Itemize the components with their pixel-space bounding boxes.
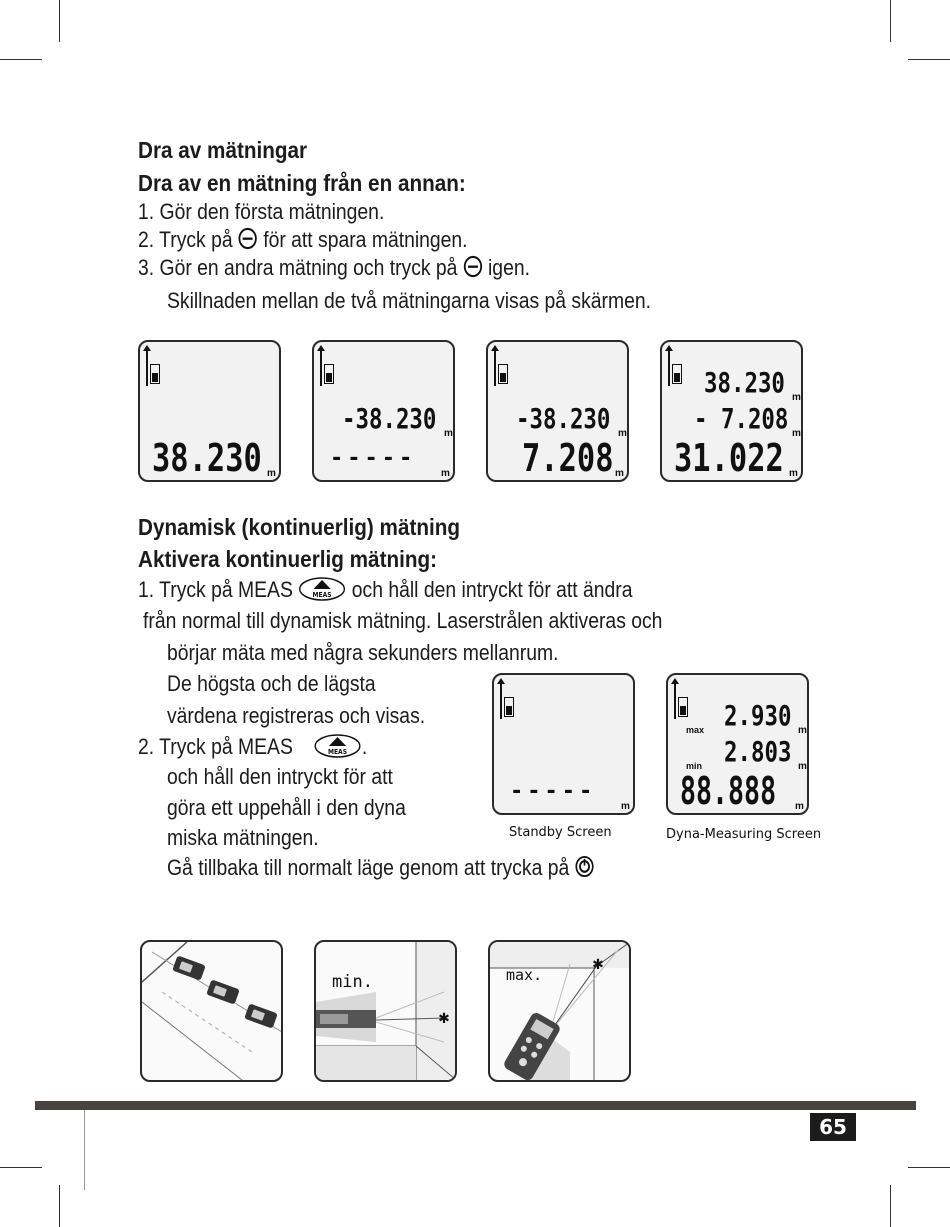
lcd-unit: m [792,392,801,403]
dyn-step-1-line-4: De högsta och de lägsta [167,671,376,696]
lcd-screen-second-measurement [486,340,629,482]
dyn-step-2-line-3: göra ett uppehåll i den dyna [167,795,406,820]
battery-icon [678,697,688,717]
lcd-main-value: 31.022 [674,436,784,480]
battery-icon [504,697,514,717]
illustration-max-label: max. [506,966,543,984]
lcd-min-value: 2.803 [724,735,792,768]
illustration-max-measurement [488,940,631,1082]
dyn-step-1-text-a: 1. Tryck på MEAS [138,577,293,602]
device-moving-drawing [142,942,282,1080]
crop-mark [908,59,950,60]
lcd-main-value: ----- [330,446,417,471]
svg-text:MEAS: MEAS [328,747,348,757]
lcd-dyna-measuring-screen [666,673,809,815]
lcd-max-label: max [686,725,705,735]
power-clear-button-icon [575,855,595,878]
dyn-step-2-line-4: miska mätningen. [167,825,319,850]
lcd-line-1: 38.230 [704,366,785,399]
dyn-return-line [167,855,594,881]
lcd-unit: m [618,428,627,439]
margin-line [84,1110,85,1190]
dyna-screen-caption: Dyna-Measuring Screen [666,827,822,842]
lcd-unit: m [621,801,630,812]
laser-arrow-icon [674,681,676,719]
lcd-main-value: 7.208 [522,436,614,480]
laser-arrow-icon [668,348,670,386]
section-subtitle-dynamic: Aktivera kontinuerlig mätning: [138,546,438,572]
crop-mark [59,1185,60,1227]
step-2-text-a: 2. Tryck på [138,227,233,252]
lcd-min-label: min [686,761,703,771]
lcd-max-value: 2.930 [724,699,792,732]
crop-mark [59,0,60,42]
crop-mark [890,0,891,42]
lcd-unit: m [267,468,276,479]
section-subtitle-subtract: Dra av en mätning från en annan: [138,170,466,196]
laser-arrow-icon [500,681,502,719]
illustration-min-measurement [314,940,457,1082]
step-3-result: Skillnaden mellan de två mätningarna visas på skärmen. [167,288,652,313]
dyn-return-text: Gå tillbaka till normalt läge genom att trycka på [167,855,570,880]
step-2 [138,227,468,253]
dyn-step-1-line-3: börjar mäta med några sekunders mellanrum. [167,640,559,665]
svg-text:MEAS: MEAS [312,590,332,600]
lcd-screen-saved-measurement [312,340,455,482]
lcd-line-2: -38.230 [342,402,437,435]
footer-bar [35,1101,916,1110]
dyn-step-2-line-2: och håll den intryckt för att [167,764,393,789]
lcd-standby-screen [492,673,635,815]
dyn-step-1-line-5: värdena registreras och visas. [167,703,426,728]
laser-arrow-icon [494,348,496,386]
lcd-main-value: 88.888 [680,769,777,813]
meas-button-icon [314,733,362,759]
step-3-text-a: 3. Gör en andra mätning och tryck på [138,255,458,280]
crop-mark [890,1185,891,1227]
lcd-unit: m [444,428,453,439]
battery-icon [324,364,334,384]
dyn-step-2-text-b: . [361,734,368,759]
svg-text:✱: ✱ [592,956,604,972]
lcd-screen-difference [660,340,803,482]
crop-mark [0,59,42,60]
laser-arrow-icon [146,348,148,386]
lcd-screen-first-measurement [138,340,281,482]
dyn-step-1-line-2: från normal till dynamisk mätning. Laserstrålen aktiveras och [143,608,663,633]
minus-button-icon [238,227,258,250]
section-title-subtract: Dra av mätningar [138,137,308,163]
minus-button-icon [463,255,483,278]
dyn-step-2-text-a: 2. Tryck på MEAS [138,734,293,759]
section-title-dynamic: Dynamisk (kontinuerlig) mätning [138,514,461,540]
battery-icon [150,364,160,384]
page-number: 65 [810,1113,856,1141]
step-3 [138,255,530,281]
lcd-unit: m [441,468,450,479]
dyn-step-1-text-b: och håll den intryckt för att ändra [351,577,633,602]
lcd-unit: m [789,468,798,479]
lcd-unit: m [615,468,624,479]
lcd-main-value: ----- [510,779,597,804]
battery-icon [498,364,508,384]
svg-text:✱: ✱ [438,1010,450,1026]
max-measurement-drawing [490,942,630,1080]
lcd-line-2: - 7.208 [694,402,789,435]
standby-screen-caption: Standby Screen [509,825,612,840]
lcd-unit: m [795,801,804,812]
step-2-text-b: för att spara mätningen. [263,227,468,252]
battery-icon [672,364,682,384]
lcd-unit: m [798,761,807,772]
lcd-line-2: -38.230 [516,402,611,435]
dyn-step-1 [138,576,633,603]
lcd-main-value: 38.230 [152,436,262,480]
crop-mark [0,1167,42,1168]
min-measurement-drawing [316,942,456,1080]
dyn-step-2 [138,733,367,760]
illustration-device-moving [140,940,283,1082]
step-3-text-b: igen. [488,255,530,280]
lcd-unit: m [792,428,801,439]
step-1: 1. Gör den första mätningen. [138,199,385,224]
illustration-min-label: min. [332,972,373,992]
lcd-unit: m [798,725,807,736]
meas-button-icon [298,576,346,602]
laser-arrow-icon [320,348,322,386]
crop-mark [908,1167,950,1168]
